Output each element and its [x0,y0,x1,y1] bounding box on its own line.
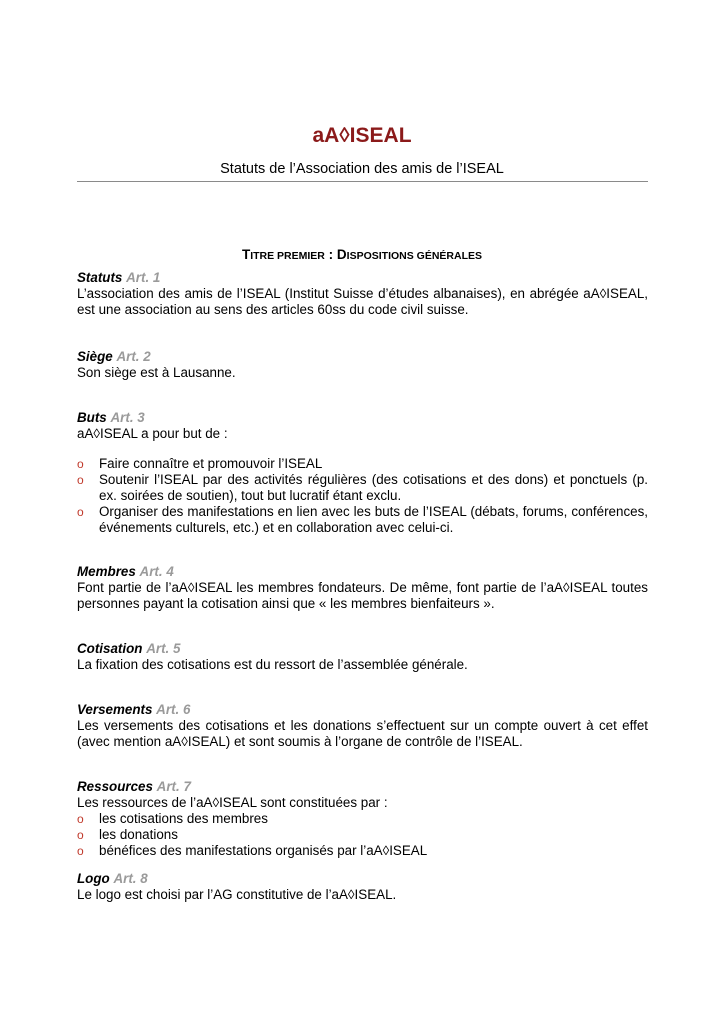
article-heading-label: Statuts [77,270,123,285]
article-heading-label: Versements [77,702,153,717]
article-heading [77,702,648,718]
bullet-icon: o [77,505,84,519]
list-item [77,843,648,859]
article-text: Font partie de l’aA◊ISEAL les membres fondateurs. De même, font partie de l’aA◊ISEAL toutes personnes payant la cotisation ainsi que « les membres bienfaiteurs ». [77,580,648,611]
article-logo [77,871,648,903]
article-statuts [77,270,648,318]
list-item-text: Soutenir l’ISEAL par des activités régulières (des cotisations et des dons) et ponctuels (p. ex. soirées de soutien), tout but lucratif étant exclu. [99,472,648,503]
article-ressources [77,779,648,859]
article-text: Les ressources de l’aA◊ISEAL sont constituées par : [77,795,388,810]
article-text: Les versements des cotisations et les donations s’effectuent sur un compte ouvert à cet effet (avec mention aA◊ISEAL) et sont soumis à l’organe de contrôle de l’ISEAL. [77,718,648,749]
list-item [77,472,648,504]
article-number: Art. 1 [126,270,161,285]
document-title: aA◊ISEAL [312,124,412,147]
list-item [77,504,648,536]
article-number: Art. 2 [116,349,151,364]
bullet-icon: o [77,844,84,858]
article-heading-label: Cotisation [77,641,143,656]
article-text: aA◊ISEAL a pour but de : [77,426,228,441]
article-heading [77,270,648,286]
article-text: La fixation des cotisations est du ressort de l’assemblée générale. [77,657,468,672]
article-membres [77,564,648,612]
list-item-text: les donations [99,827,178,842]
section-separator: : [324,247,337,262]
section-name-initial: D [336,247,347,262]
bullet-icon: o [77,473,84,487]
article-heading-label: Buts [77,410,107,425]
header-divider [77,181,648,182]
article-number: Art. 5 [146,641,181,656]
article-heading [77,871,648,887]
article-heading-label: Membres [77,564,136,579]
article-heading [77,349,648,365]
section-prefix-rest: ITRE PREMIER [250,250,325,262]
article-number: Art. 7 [156,779,191,794]
article-text: Le logo est choisi par l’AG constitutive de l’aA◊ISEAL. [77,887,397,902]
article-heading [77,779,648,795]
article-number: Art. 8 [113,871,148,886]
article-heading-label: Logo [77,871,110,886]
article-heading [77,641,648,657]
ressources-list [77,811,648,859]
list-item [77,456,648,472]
article-siege [77,349,648,381]
article-number: Art. 4 [139,564,174,579]
document-subtitle: Statuts de l’Association des amis de l’ISEAL [220,161,504,177]
bullet-icon: o [77,812,84,826]
article-buts [77,410,648,536]
article-cotisation [77,641,648,673]
section-name-rest: ISPOSITIONS GÉNÉRALES [346,250,483,262]
article-number: Art. 6 [156,702,191,717]
list-item-text: bénéfices des manifestations organisés par l’aA◊ISEAL [99,843,428,858]
section-title [0,247,724,262]
article-number: Art. 3 [110,410,145,425]
article-heading-label: Siège [77,349,113,364]
article-heading-label: Ressources [77,779,153,794]
list-item [77,827,648,843]
list-item [77,811,648,827]
buts-list [77,456,648,536]
article-versements [77,702,648,750]
article-text: Son siège est à Lausanne. [77,365,236,380]
article-text: L’association des amis de l’ISEAL (Institut Suisse d’études albanaises), en abrégée aA◊ISEAL, est une association au sens des articles 60ss du code civil suisse. [77,286,648,317]
list-item-text: les cotisations des membres [99,811,268,826]
section-prefix-initial: T [241,247,251,262]
list-item-text: Organiser des manifestations en lien avec les buts de l’ISEAL (débats, forums, conférences, événements culturels, etc.) et en collaboration avec celui-ci. [99,504,648,535]
article-heading [77,564,648,580]
article-heading [77,410,648,426]
bullet-icon: o [77,828,84,842]
list-item-text: Faire connaître et promouvoir l’ISEAL [99,456,323,471]
bullet-icon: o [77,457,84,471]
